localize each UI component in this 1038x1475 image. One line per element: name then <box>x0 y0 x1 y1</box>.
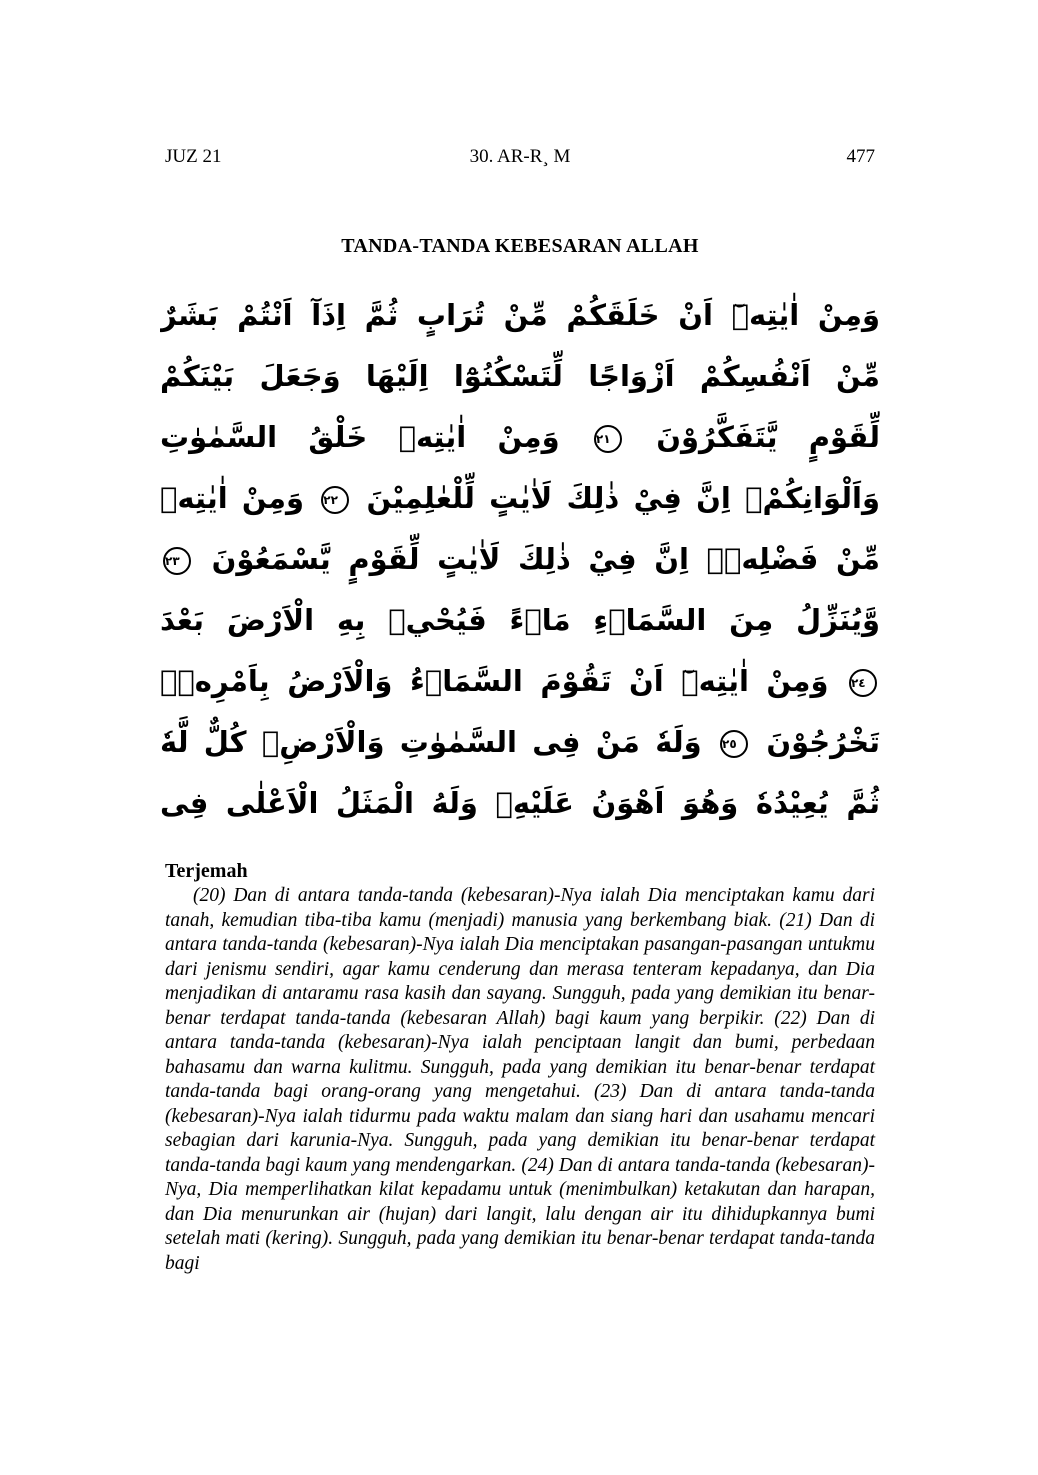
arabic-line <box>160 712 880 773</box>
section-title: TANDA-TANDA KEBESARAN ALLAH <box>341 235 699 257</box>
arabic-line <box>160 407 880 468</box>
arabic-line <box>160 285 880 346</box>
arabic-text: وَاَلْوَانِكُمْۗ اِنَّ فِيْ ذٰلِكَ لَاٰيٰتٍ لِّلْعٰلِمِيْنَ <box>366 481 880 515</box>
arabic-text: تَخْرُجُوْنَ <box>766 725 880 759</box>
arabic-text: وَمِنْ اٰيٰتِهٖٓ اَنْ خَلَقَكُمْ مِّنْ تُرَابٍ ثُمَّ اِذَآ اَنْتُمْ بَشَرٌ <box>160 298 880 332</box>
arabic-line <box>160 773 880 834</box>
arabic-text: وَمِنْ اٰيٰتِهٖ <box>160 481 304 515</box>
arabic-line <box>160 346 880 407</box>
arabic-text: وَمِنْ اٰيٰتِهٖ خَلْقُ السَّمٰوٰتِ <box>160 420 560 454</box>
ayah-number-marker: ٢٤ <box>849 669 877 697</box>
arabic-text: مِّنْ اَنْفُسِكُمْ اَزْوَاجًا لِّتَسْكُنُوْٓا اِلَيْهَا وَجَعَلَ بَيْنَكُمْ <box>160 359 880 393</box>
ayah-number-marker: ٢٢ <box>321 486 349 514</box>
ayah-number-marker: ٢٥ <box>720 730 748 758</box>
ayah-number-marker: ٢٣ <box>163 547 191 575</box>
arabic-text: وَمِنْ اٰيٰتِهٖٓ اَنْ تَقُوْمَ السَّمَاۤءُ وَالْاَرْضُ بِاَمْرِهٖۗ <box>160 664 829 698</box>
arabic-text: وَّيُنَزِّلُ مِنَ السَّمَاۤءِ مَاۤءً فَيُحْيٖ بِهِ الْاَرْضَ بَعْدَ <box>160 603 880 637</box>
arabic-text: ثُمَّ يُعِيْدُهٗ وَهُوَ اَهْوَنُ عَلَيْهِۗ وَلَهُ الْمَثَلُ الْاَعْلٰى فِى <box>160 786 880 820</box>
arabic-line <box>160 651 880 712</box>
arabic-text: لِّقَوْمٍ يَّتَفَكَّرُوْنَ <box>656 420 880 454</box>
page-number: 477 <box>846 146 875 167</box>
arabic-line <box>160 468 880 529</box>
arabic-verses <box>160 285 880 835</box>
arabic-text: وَلَهٗ مَنْ فِى السَّمٰوٰتِ وَالْاَرْضِۗ كُلٌّ لَّهٗ <box>160 725 702 759</box>
arabic-line <box>160 529 880 590</box>
translation-body: (20) Dan di antara tanda-tanda (kebesaran)-Nya ialah Dia menciptakan kamu dari tanah, kemudian tiba-tiba kamu (menjadi) manusia yang berkembang biak. (21) Dan di antara tanda-tanda (kebesaran)-Nya ialah Dia menciptakan pasangan-pasangan untukmu dari jenismu sendiri, agar kamu cenderung dan merasa tenteram kepadanya, dan Dia menjadikan di antaramu rasa kasih dan sayang. Sungguh, pada yang demikian itu benar-benar terdapat tanda-tanda (kebesaran Allah) bagi kaum yang berpikir. (22) Dan di antara tanda-tanda (kebesaran)-Nya ialah penciptaan langit dan bumi, perbedaan bahasamu dan warna kulitmu. Sungguh, pada yang demikian itu benar-benar terdapat tanda-tanda bagi orang-orang yang mengetahui. (23) Dan di antara tanda-tanda (kebesaran)-Nya ialah tidurmu pada waktu malam dan siang hari dan usahamu mencari sebagian dari karunia-Nya. Sungguh, pada yang demikian itu benar-benar terdapat tanda-tanda bagi kaum yang mendengarkan. (24) Dan di antara tanda-tanda (kebesaran)-Nya, Dia memperlihatkan kilat kepadamu untuk (menimbulkan) ketakutan dan harapan, dan Dia menurunkan air (hujan) dari langit, lalu dengan air itu dihidupkannya bumi setelah mati (kering). Sungguh, pada yang demikian itu benar-benar terdapat tanda-tanda bagi <box>165 885 875 1274</box>
arabic-line <box>160 590 880 651</box>
page-header <box>165 146 875 174</box>
ayah-number-marker: ٢١ <box>594 425 622 453</box>
arabic-text: مِّنْ فَضْلِهٖۗ اِنَّ فِيْ ذٰلِكَ لَاٰيٰتٍ لِّقَوْمٍ يَّسْمَعُوْنَ <box>211 542 880 576</box>
surah-label: 30. AR-R¸ M <box>469 146 571 167</box>
juz-label: JUZ 21 <box>165 146 222 167</box>
translation-heading: Terjemah <box>165 860 248 882</box>
